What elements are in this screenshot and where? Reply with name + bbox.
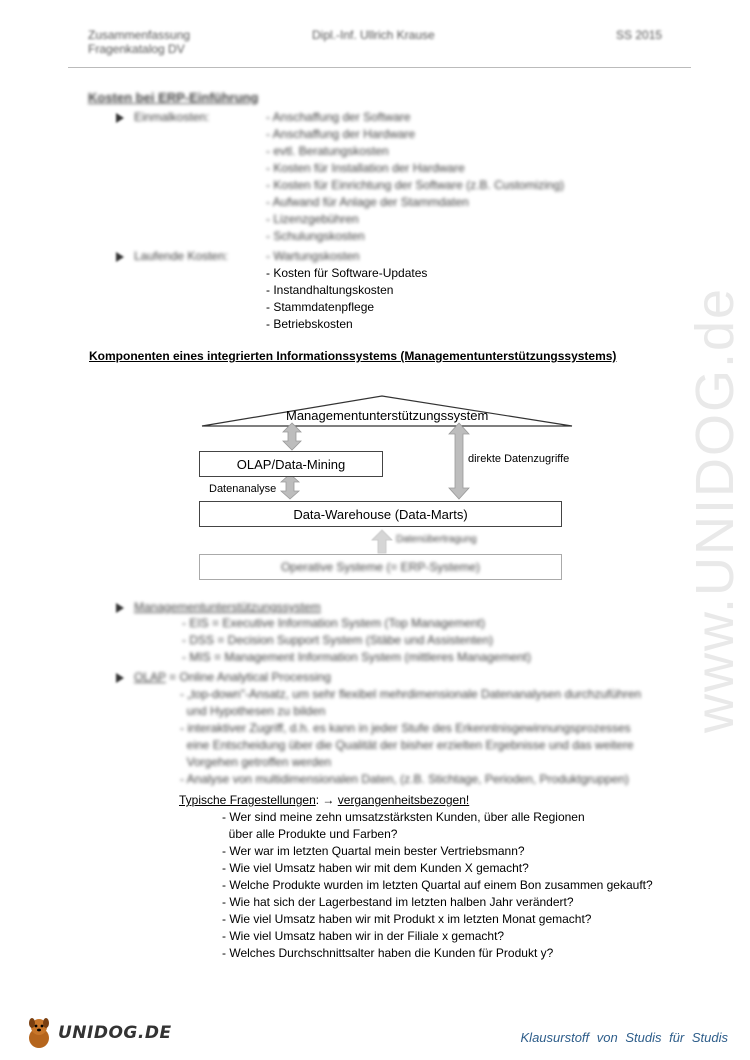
footer-tagline: Klausurstoff von Studis für Studis [520,1030,728,1045]
bullet2-label: Laufende Kosten: [134,249,229,263]
list-item: - Kosten für Installation der Hardware [266,161,465,175]
bullet-arrow-icon [116,673,124,683]
header-left-line2: Fragenkatalog DV [88,42,185,56]
list-item: - Kosten für Software-Updates [266,266,428,280]
analysis-label: Datenanalyse [209,483,277,495]
list-item: - Kosten für Einrichtung der Software (z.B. Customizing) [266,178,565,192]
list-item: - Analyse von multidimensionalen Daten, (z.B. Stichtage, Perioden, Produktgruppen) [180,772,629,786]
questions-list [222,809,653,962]
list-item: - DSS = Decision Support System (Stäbe und Assistenten) [182,633,494,647]
operative-box [199,554,562,580]
list-item: - Anschaffung der Hardware [266,127,416,141]
transfer-label: Datenübertragung [396,534,477,545]
header-right: SS 2015 [616,28,663,42]
double-arrow-icon [449,423,469,499]
list-item: - Schulungskosten [266,229,365,243]
header-left-line1: Zusammenfassung [88,28,191,42]
list-item: über alle Produkte und Farben? [222,827,398,841]
warehouse-box [199,501,562,527]
list-item: - evtl. Beratungskosten [266,144,389,158]
roof-label: Managementunterstützungssystem [286,408,489,423]
list-item: - interaktiver Zugriff, d.h. es kann in jeder Stufe des Erkenntnisgewinnungsprozesses [180,721,631,735]
list-item: - Stammdatenpflege [266,300,375,314]
header-rule [68,67,691,68]
olap-list [180,686,641,788]
mus-list [182,615,531,666]
questions-heading [179,792,469,809]
bullet1-list [266,109,564,245]
arrow-right-icon: → [322,793,335,807]
list-item: - Wartungskosten [266,249,360,263]
list-item: - Instandhaltungskosten [266,283,394,297]
header-left [88,28,190,56]
list-item: - Wer sind meine zehn umsatzstärksten Kunden, über alle Regionen [222,810,585,824]
direct-access-label: direkte Datenzugriffe [468,453,570,465]
list-item: - MIS = Management Information System (mittleres Management) [182,650,532,664]
mus-label: Managementunterstützungssystem [134,600,321,614]
olap-label-rest: = Online Analytical Processing [165,670,331,684]
list-item: und Hypothesen zu bilden [180,704,326,718]
bullet-arrow-icon [116,113,124,123]
list-item: - Welche Produkte wurden im letzten Quartal auf einem Bon zusammen gekauft? [222,878,653,892]
list-item: Vorgehen getroffen werden [180,755,332,769]
section1-title: Kosten bei ERP-Einführung [88,90,259,105]
list-item: - Lizenzgebühren [266,212,359,226]
list-item: - Aufwand für Anlage der Stammdaten [266,195,469,209]
section2-title: Komponenten eines integrierten Informationssystems (Managementunterstützungssystems) [89,349,617,363]
double-arrow-icon [283,423,301,450]
dog-mascot-icon [24,1016,54,1050]
questions-colon: : [315,793,323,807]
olap-label: OLAP [134,670,166,684]
list-item: - Wer war im letzten Quartal mein bester Vertriebsmann? [222,844,525,858]
header-center: Dipl.-Inf. Ullrich Krause [312,28,435,42]
bullet1-label: Einmalkosten: [134,110,210,124]
questions-emphasis: vergangenheitsbezogen! [337,793,470,807]
list-item: - Wie viel Umsatz haben wir in der Filiale x gemacht? [222,929,505,943]
list-item: - „top-down"-Ansatz, um sehr flexibel mehrdimensionale Datenanalysen durchzuführen [180,687,642,701]
list-item: - Welches Durchschnittsalter haben die Kunden für Produkt y? [222,946,554,960]
warehouse-box-label: Data-Warehouse (Data-Marts) [293,506,468,522]
watermark [600,280,750,740]
list-item: - Anschaffung der Software [266,110,411,124]
double-arrow-icon [281,474,299,499]
olap-box-label: OLAP/Data-Mining [236,456,346,472]
up-arrow-icon [372,530,392,553]
list-item: - EIS = Executive Information System (Top Management) [182,616,486,630]
bullet-arrow-icon [116,252,124,262]
list-item: - Wie viel Umsatz haben wir mit dem Kunden X gemacht? [222,861,529,875]
operative-box-label: Operative Systeme (= ERP-Systeme) [280,560,481,574]
list-item: eine Entscheidung über die Qualität der bisher erzielten Ergebnisse und das weitere [180,738,634,752]
list-item: - Wie viel Umsatz haben wir mit Produkt x im letzten Monat gemacht? [222,912,592,926]
olap-definition [134,669,331,686]
footer-logo[interactable] [24,1016,172,1050]
list-item: - Wie hat sich der Lagerbestand im letzten halben Jahr verändert? [222,895,574,909]
questions-label: Typische Fragestellungen [179,793,316,807]
list-item: - Betriebskosten [266,317,353,331]
watermark-text: www.UNIDOG.de [685,286,745,734]
bullet-arrow-icon [116,603,124,613]
logo-text: UNIDOG.DE [58,1023,172,1043]
olap-box [199,451,383,477]
